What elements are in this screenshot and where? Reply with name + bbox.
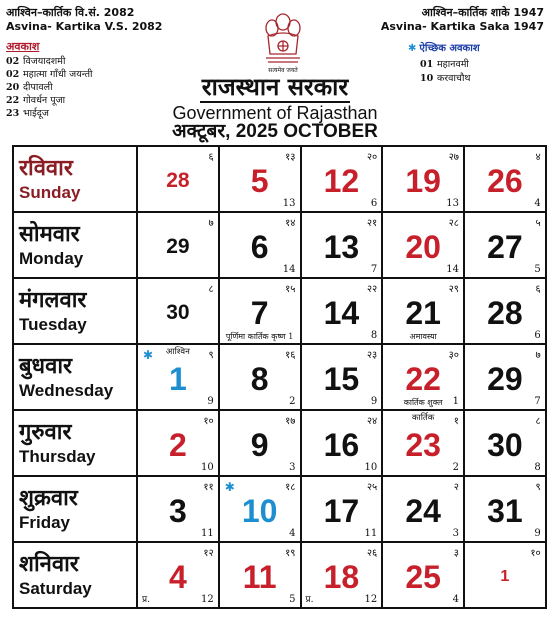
holiday-name: विजयादशमी bbox=[23, 56, 66, 67]
state-emblem-icon bbox=[258, 8, 308, 74]
optional-holiday-name: करवाचौथ bbox=[437, 73, 471, 84]
lunar-date: 12 bbox=[201, 594, 214, 605]
lunar-date: 7 bbox=[370, 264, 378, 275]
asterisk-icon: ✱ bbox=[408, 43, 417, 54]
date-cell[interactable] bbox=[382, 278, 464, 344]
lunar-date: 7 bbox=[534, 396, 541, 407]
lunar-date: 10 bbox=[201, 462, 214, 473]
lunar-date: 10 bbox=[364, 462, 378, 473]
holiday-day: 02 bbox=[6, 69, 20, 80]
date-number: 9 bbox=[250, 427, 269, 463]
tithi-number: २९ bbox=[448, 284, 459, 295]
tithi-number: २८ bbox=[448, 218, 459, 229]
date-number: 18 bbox=[323, 559, 360, 595]
pradosh-mark: प्र. bbox=[142, 595, 150, 605]
era-left-english: Asvina- Kartika V.S. 2082 bbox=[6, 20, 163, 33]
date-number: 2 bbox=[168, 427, 187, 463]
date-number: 11 bbox=[242, 559, 277, 595]
tithi-number: १० bbox=[530, 548, 541, 559]
holiday-name: गोवर्धन पूजा bbox=[23, 95, 66, 106]
era-right-english: Asvina- Kartika Saka 1947 bbox=[380, 20, 544, 33]
month-label: कार्तिक bbox=[411, 413, 435, 423]
lunar-date: 2 bbox=[289, 396, 296, 407]
lunar-date: 4 bbox=[452, 594, 459, 605]
day-name-english: Thursday bbox=[19, 447, 96, 466]
date-number: 22 bbox=[405, 361, 441, 397]
day-name-cell bbox=[13, 542, 137, 608]
lunar-date: 14 bbox=[282, 264, 296, 275]
title-hindi-text: राजस्थान सरकार bbox=[201, 72, 349, 101]
day-name-english: Sunday bbox=[19, 183, 81, 202]
optional-holiday-day: 01 bbox=[420, 59, 434, 70]
tithi-number: १६ bbox=[285, 350, 296, 361]
day-name-english: Wednesday bbox=[19, 381, 114, 400]
day-name-english: Friday bbox=[19, 513, 71, 532]
date-number: 14 bbox=[323, 295, 360, 331]
date-cell[interactable] bbox=[137, 410, 219, 476]
date-cell[interactable] bbox=[301, 212, 383, 278]
date-number: 5 bbox=[250, 163, 269, 199]
tithi-number: १० bbox=[203, 416, 214, 427]
date-cell[interactable] bbox=[464, 278, 546, 344]
day-name-cell bbox=[13, 212, 137, 278]
date-cell[interactable] bbox=[219, 410, 301, 476]
date-number: 12 bbox=[323, 163, 360, 199]
pradosh-mark: प्र. bbox=[305, 595, 314, 605]
calendar-row bbox=[13, 542, 546, 608]
holidays-title: अवकाश bbox=[6, 40, 40, 53]
festival-label: पूर्णिमा कार्तिक कृष्ण 1 bbox=[225, 332, 294, 341]
tithi-number: २० bbox=[366, 152, 378, 163]
date-number: 25 bbox=[405, 559, 441, 595]
day-name-hindi: गुरुवार bbox=[19, 419, 72, 445]
date-cell[interactable] bbox=[137, 476, 219, 542]
date-cell[interactable] bbox=[382, 212, 464, 278]
date-number: 17 bbox=[323, 493, 360, 529]
date-cell[interactable] bbox=[464, 212, 546, 278]
lunar-date: 3 bbox=[452, 528, 459, 539]
calendar-row bbox=[13, 344, 546, 410]
lunar-date: 9 bbox=[207, 396, 214, 407]
date-number: 1 bbox=[168, 361, 187, 397]
tithi-number: ८ bbox=[535, 416, 541, 427]
lunar-date: 8 bbox=[370, 330, 378, 341]
date-cell[interactable] bbox=[219, 278, 301, 344]
tithi-number: २१ bbox=[366, 218, 378, 229]
date-cell[interactable] bbox=[382, 146, 464, 212]
optional-holidays-title bbox=[364, 40, 544, 54]
tithi-number: ९ bbox=[208, 350, 214, 361]
day-name-hindi: मंगलवार bbox=[19, 287, 87, 313]
tithi-number: ३ bbox=[453, 548, 459, 559]
date-cell[interactable] bbox=[382, 344, 464, 410]
date-number: 24 bbox=[405, 493, 441, 529]
date-cell[interactable] bbox=[219, 542, 301, 608]
lunar-date: 12 bbox=[364, 594, 378, 605]
tithi-number: ७ bbox=[535, 350, 541, 361]
date-cell[interactable] bbox=[219, 146, 301, 212]
lunar-date: 3 bbox=[289, 462, 296, 473]
day-name-english: Monday bbox=[19, 249, 84, 268]
date-cell[interactable] bbox=[301, 410, 383, 476]
tithi-number: २३ bbox=[366, 350, 378, 361]
holiday-item bbox=[6, 55, 176, 68]
day-name-cell bbox=[13, 410, 137, 476]
lunar-date: 11 bbox=[364, 528, 378, 539]
lunar-date: 9 bbox=[534, 528, 541, 539]
date-cell[interactable] bbox=[137, 278, 219, 344]
day-name-hindi: सोमवार bbox=[19, 221, 80, 247]
date-number: 6 bbox=[250, 229, 269, 265]
date-number: 8 bbox=[250, 361, 269, 397]
tithi-number: ९ bbox=[535, 482, 541, 493]
tithi-number: २ bbox=[453, 482, 459, 493]
calendar-row bbox=[13, 146, 546, 212]
date-number: 26 bbox=[487, 163, 523, 199]
lunar-date: 13 bbox=[446, 198, 459, 209]
date-cell[interactable] bbox=[137, 344, 219, 410]
date-cell[interactable] bbox=[301, 344, 383, 410]
title-hindi bbox=[0, 72, 550, 102]
date-cell[interactable] bbox=[219, 344, 301, 410]
tithi-number: १५ bbox=[285, 284, 296, 295]
optional-holiday-day: 10 bbox=[420, 73, 434, 84]
tithi-number: १३ bbox=[285, 152, 296, 163]
holiday-name: महात्मा गाँधी जयन्ती bbox=[23, 69, 93, 80]
date-number: 29 bbox=[166, 235, 190, 258]
day-name-cell bbox=[13, 146, 137, 212]
date-number: 7 bbox=[250, 295, 269, 331]
date-cell[interactable] bbox=[464, 344, 546, 410]
date-cell[interactable] bbox=[301, 542, 383, 608]
date-cell[interactable] bbox=[301, 476, 383, 542]
tithi-number: १२ bbox=[203, 548, 214, 559]
tithi-number: १४ bbox=[285, 218, 296, 229]
day-name-cell bbox=[13, 476, 137, 542]
date-number: 3 bbox=[168, 493, 187, 529]
lunar-date: 5 bbox=[289, 594, 296, 605]
lunar-date: 4 bbox=[289, 528, 296, 539]
tithi-number: १ bbox=[453, 416, 459, 427]
optional-holiday-name: महानवमी bbox=[437, 59, 469, 70]
date-number: 31 bbox=[487, 493, 523, 529]
optional-holiday-asterisk-icon: ✱ bbox=[143, 348, 154, 362]
holiday-day: 23 bbox=[6, 108, 20, 119]
date-number: 30 bbox=[166, 301, 190, 324]
tithi-number: २६ bbox=[366, 548, 378, 559]
date-number: 15 bbox=[323, 361, 360, 397]
lunar-date: 5 bbox=[534, 264, 541, 275]
date-cell[interactable] bbox=[382, 476, 464, 542]
lunar-date: 6 bbox=[534, 330, 541, 341]
date-number: 30 bbox=[487, 427, 523, 463]
day-name-hindi: शुक्रवार bbox=[19, 485, 78, 511]
tithi-number: ६ bbox=[535, 284, 541, 295]
calendar-row bbox=[13, 476, 546, 542]
date-cell[interactable] bbox=[301, 278, 383, 344]
holiday-name: दीपावली bbox=[23, 82, 53, 93]
calendar-grid bbox=[12, 145, 547, 609]
date-cell[interactable] bbox=[137, 212, 219, 278]
date-cell[interactable] bbox=[464, 146, 546, 212]
date-number: 4 bbox=[168, 559, 187, 595]
month-label: आश्विन bbox=[165, 347, 190, 357]
lunar-date: 13 bbox=[282, 198, 296, 209]
date-number: 1 bbox=[500, 568, 510, 585]
date-cell[interactable] bbox=[464, 410, 546, 476]
holiday-day: 22 bbox=[6, 95, 20, 106]
date-number: 29 bbox=[487, 361, 523, 397]
tithi-number: ७ bbox=[208, 218, 214, 229]
month-title: अक्टूबर, 2025 OCTOBER bbox=[172, 121, 378, 142]
date-cell[interactable] bbox=[382, 410, 464, 476]
day-name-hindi: बुधवार bbox=[19, 353, 73, 379]
optional-holiday-asterisk-icon: ✱ bbox=[224, 480, 235, 494]
date-number: 19 bbox=[405, 163, 441, 199]
lunar-date: 6 bbox=[370, 198, 378, 209]
lunar-date: 4 bbox=[534, 198, 541, 209]
date-cell[interactable] bbox=[219, 476, 301, 542]
date-number: 16 bbox=[323, 427, 360, 463]
tithi-number: ११ bbox=[203, 482, 214, 493]
lunar-date: 14 bbox=[446, 264, 459, 275]
calendar-row bbox=[13, 212, 546, 278]
day-name-hindi: शनिवार bbox=[19, 551, 79, 577]
tithi-number: १९ bbox=[285, 548, 296, 559]
day-name-cell bbox=[13, 278, 137, 344]
era-right-hindi: आश्विन–कार्तिक शाके 1947 bbox=[421, 6, 544, 19]
tithi-number: २७ bbox=[448, 152, 459, 163]
tithi-number: ८ bbox=[208, 284, 214, 295]
day-name-english: Tuesday bbox=[19, 315, 87, 334]
date-number: 21 bbox=[405, 295, 441, 331]
date-cell[interactable] bbox=[464, 476, 546, 542]
lunar-date: 1 bbox=[452, 396, 459, 407]
date-number: 10 bbox=[241, 493, 278, 529]
tithi-number: ५ bbox=[535, 218, 541, 229]
tithi-number: २२ bbox=[366, 284, 378, 295]
tithi-number: ६ bbox=[208, 152, 214, 163]
motto: सत्यमेव जयते bbox=[268, 67, 298, 74]
holiday-day: 02 bbox=[6, 56, 20, 67]
optional-holiday-item bbox=[420, 58, 544, 72]
holiday-name: भाईदूज bbox=[23, 108, 49, 119]
holiday-day: 20 bbox=[6, 82, 20, 93]
day-name-hindi: रविवार bbox=[19, 155, 73, 181]
tithi-number: १८ bbox=[285, 482, 296, 493]
tithi-number: १७ bbox=[285, 416, 296, 427]
date-number: 28 bbox=[166, 169, 190, 192]
festival-label: कार्तिक शुक्ल bbox=[403, 398, 443, 407]
day-name-english: Saturday bbox=[19, 579, 92, 598]
date-cell[interactable] bbox=[137, 542, 219, 608]
day-name-cell bbox=[13, 344, 137, 410]
optional-holidays-title-text: ऐच्छिक अवकाश bbox=[419, 43, 480, 54]
date-number: 23 bbox=[405, 427, 441, 463]
date-number: 13 bbox=[323, 229, 360, 265]
era-left-hindi: आश्विन–कार्तिक वि.सं. 2082 bbox=[6, 6, 135, 19]
tithi-number: ३० bbox=[448, 350, 459, 361]
tithi-number: २४ bbox=[366, 416, 378, 427]
tithi-number: २५ bbox=[366, 482, 378, 493]
title-english: Government of Rajasthan bbox=[172, 103, 378, 123]
date-cell[interactable] bbox=[137, 146, 219, 212]
date-cell[interactable] bbox=[301, 146, 383, 212]
date-cell[interactable] bbox=[382, 542, 464, 608]
date-cell[interactable] bbox=[464, 542, 546, 608]
tithi-number: ४ bbox=[535, 152, 541, 163]
lunar-date: 2 bbox=[452, 462, 459, 473]
festival-label: अमावस्या bbox=[409, 332, 437, 341]
lunar-date: 9 bbox=[370, 396, 378, 407]
date-cell[interactable] bbox=[219, 212, 301, 278]
date-number: 28 bbox=[487, 295, 523, 331]
lunar-date: 8 bbox=[534, 462, 541, 473]
calendar-row bbox=[13, 410, 546, 476]
date-number: 20 bbox=[405, 229, 441, 265]
lunar-date: 11 bbox=[201, 528, 214, 539]
calendar-row bbox=[13, 278, 546, 344]
date-number: 27 bbox=[487, 229, 523, 265]
